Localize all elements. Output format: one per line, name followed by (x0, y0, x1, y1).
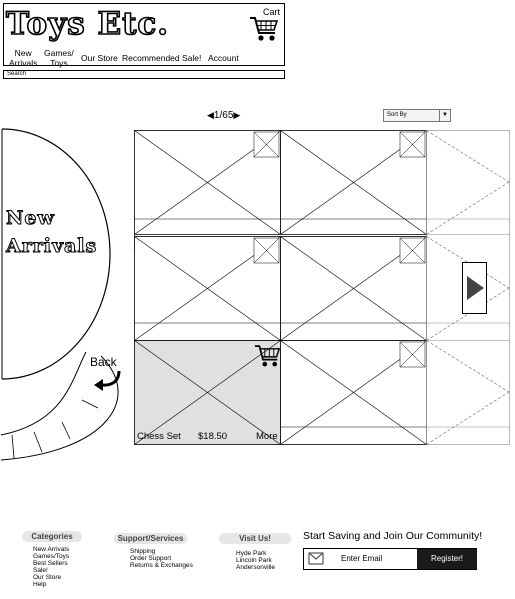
next-products-button[interactable] (462, 262, 487, 314)
logo[interactable]: Toys Etc. (6, 6, 170, 42)
nav-label: Toys (50, 58, 68, 68)
nav-recommended[interactable]: Recommended (122, 53, 180, 63)
product-more-link[interactable]: More (256, 431, 278, 442)
nav-games-toys[interactable] (44, 48, 74, 68)
prev-page-icon[interactable]: ◀ (207, 110, 214, 120)
page-indicator: 1/65 (213, 110, 234, 121)
footer-link[interactable]: Lincoln Park (236, 557, 272, 564)
back-label[interactable]: Back (90, 355, 117, 369)
sort-dropdown[interactable] (383, 109, 451, 122)
footer-support-list (130, 548, 193, 569)
product-name[interactable]: Chess Set (137, 431, 181, 442)
sort-label: Sort By (387, 112, 407, 118)
mail-icon (308, 552, 324, 565)
nav-new-arrivals[interactable] (9, 48, 37, 68)
nav-label: Arrivals (9, 58, 38, 68)
nav-account[interactable]: Account (208, 53, 239, 63)
chevron-down-icon: ▼ (439, 110, 450, 121)
footer-categories-title: Categories (22, 531, 82, 542)
footer-link[interactable]: Hyde Park (236, 550, 267, 557)
footer-link[interactable]: Order Support (130, 555, 172, 562)
footer-link[interactable]: Andersonville (236, 564, 276, 571)
footer-categories-list (33, 546, 69, 588)
nav-label: Games/ (44, 48, 74, 58)
register-button[interactable]: Register! (417, 549, 477, 569)
footer-link[interactable]: Shipping (130, 548, 156, 555)
join-heading: Start Saving and Join Our Community! (303, 530, 483, 542)
search-input[interactable]: Search (3, 70, 285, 79)
next-page-icon[interactable]: ▶ (233, 110, 241, 120)
nav-sale[interactable]: Sale! (182, 53, 202, 63)
product-price: $18.50 (198, 431, 228, 442)
play-arrow-icon (463, 263, 486, 313)
footer-visit-title: Visit Us! (219, 533, 291, 544)
footer-link[interactable]: Best Sellers (33, 560, 68, 567)
email-field[interactable]: Enter Email (341, 554, 383, 563)
nav-label: New (14, 48, 32, 58)
footer-link[interactable]: Games/Toys (33, 553, 70, 560)
footer-link[interactable]: Sale! (33, 567, 48, 574)
nav-our-store[interactable]: Our Store (81, 53, 118, 63)
pager (207, 110, 240, 121)
footer-support-title: Support/Services (114, 533, 187, 544)
back-arrow-icon[interactable] (92, 369, 122, 393)
banner-line2: Arrivals (6, 235, 98, 257)
product-grid (134, 130, 512, 447)
footer-link[interactable]: Help (33, 581, 47, 588)
footer-visit-list (236, 550, 275, 571)
email-signup (303, 548, 477, 570)
footer-link[interactable]: Our Store (33, 574, 62, 581)
cart-label[interactable]: Cart (263, 7, 281, 17)
banner-line1: New (6, 207, 55, 229)
footer-link[interactable]: New Arrivals (33, 546, 70, 553)
cart-icon[interactable] (249, 16, 279, 42)
add-to-cart-icon[interactable] (254, 344, 281, 368)
footer-link[interactable]: Returns & Exchanges (130, 562, 193, 569)
